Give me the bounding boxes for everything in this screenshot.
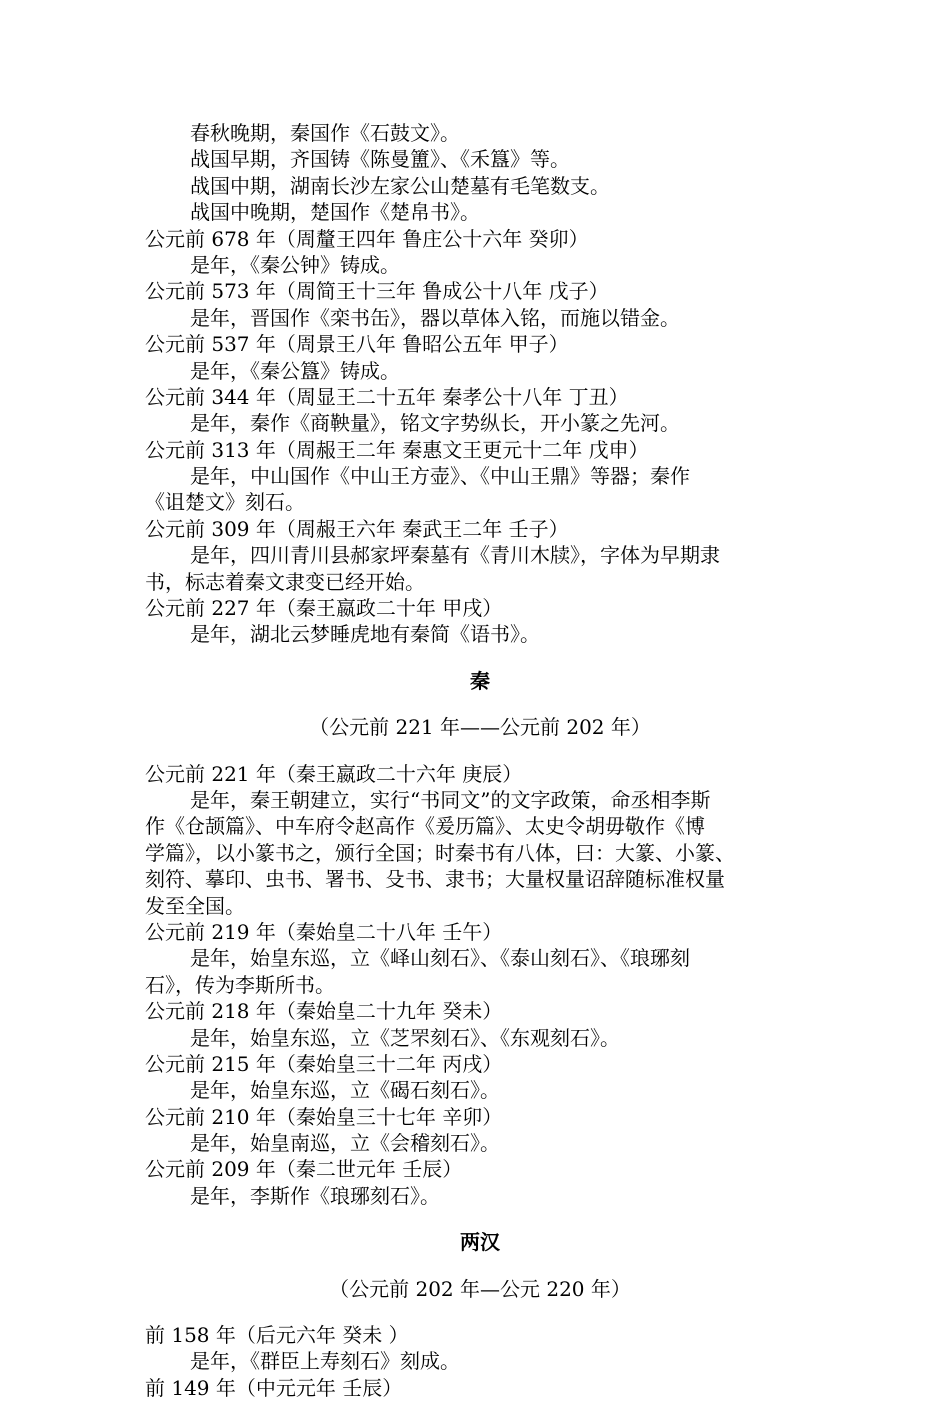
text-line: 是年，秦作《商鞅量》，铭文字势纵长，开小篆之先河。: [190, 411, 680, 436]
text-line: 是年，《群臣上寿刻石》刻成。: [190, 1349, 460, 1374]
section-heading-qin: 秦: [470, 668, 490, 693]
year-entry: 公元前 215 年（秦始皇三十二年 丙戌）: [145, 1051, 503, 1076]
year-entry: 公元前 210 年（秦始皇三十七年 辛卯）: [145, 1104, 503, 1129]
year-entry: 公元前 678 年（周釐王四年 鲁庄公十六年 癸卯）: [145, 226, 589, 251]
year-entry: 公元前 309 年（周赧王六年 秦武王二年 壬子）: [145, 516, 569, 541]
text-line: 是年，始皇东巡，立《芝罘刻石》、《东观刻石》。: [190, 1025, 620, 1050]
year-entry: 前 158 年（后元六年 癸未 ）: [145, 1323, 409, 1348]
text-line: 作《仓颉篇》、中车府令赵高作《爰历篇》、太史令胡毋敬作《博: [145, 814, 705, 839]
year-entry: 公元前 227 年（秦王嬴政二十年 甲戌）: [145, 596, 503, 621]
year-entry: 公元前 209 年（秦二世元年 壬辰）: [145, 1157, 463, 1182]
year-entry: 公元前 218 年（秦始皇二十九年 癸未）: [145, 999, 503, 1024]
text-line: 刻符、摹印、虫书、署书、殳书、隶书；大量权量诏辞随标准权量: [145, 867, 725, 892]
text-line: 是年，始皇东巡，立《峄山刻石》、《泰山刻石》、《琅琊刻: [190, 946, 690, 971]
text-line: 发至全国。: [145, 893, 245, 918]
year-entry: 公元前 313 年（周赧王二年 秦惠文王更元十二年 戊申）: [145, 437, 649, 462]
year-entry: 公元前 344 年（周显王二十五年 秦孝公十八年 丁丑）: [145, 384, 629, 409]
text-line: 是年，中山国作《中山王方壶》、《中山王鼎》等器；秦作: [190, 464, 690, 489]
text-line: 战国早期，齐国铸《陈曼簠》、《禾簋》等。: [190, 147, 570, 172]
text-line: 石》，传为李斯所书。: [145, 972, 335, 997]
section-period-qin: （公元前 221 年——公元前 202 年）: [309, 715, 651, 740]
year-entry: 公元前 537 年（周景王八年 鲁昭公五年 甲子）: [145, 332, 569, 357]
text-line: 书，标志着秦文隶变已经开始。: [145, 569, 425, 594]
text-line: 是年，秦王朝建立，实行“书同文”的文字政策，命丞相李斯: [190, 787, 711, 812]
text-line: 春秋晚期，秦国作《石鼓文》。: [190, 121, 460, 145]
text-line: 战国中晚期，楚国作《楚帛书》。: [190, 200, 480, 225]
year-entry: 公元前 573 年（周简王十三年 鲁成公十八年 戊子）: [145, 279, 609, 304]
text-line: 是年，李斯作《琅琊刻石》。: [190, 1183, 440, 1208]
text-line: 是年，《秦公簋》铸成。: [190, 358, 400, 383]
text-line: 是年，始皇南巡，立《会稽刻石》。: [190, 1131, 500, 1156]
text-line: 是年，湖北云梦睡虎地有秦简《语书》。: [190, 622, 540, 647]
text-line: 学篇》，以小篆书之，颁行全国；时秦书有八体，曰：大篆、小篆、: [145, 840, 735, 865]
chronology-text: [145, 120, 815, 1401]
text-line: 是年，晋国作《栾书缶》，器以草体入铭，而施以错金。: [190, 305, 680, 330]
year-entry: 公元前 219 年（秦始皇二十八年 壬午）: [145, 919, 503, 944]
text-line: 是年，四川青川县郝家坪秦墓有《青川木牍》，字体为早期隶: [190, 543, 720, 568]
text-line: 是年，《秦公钟》铸成。: [190, 252, 400, 277]
year-entry: 公元前 221 年（秦王嬴政二十六年 庚辰）: [145, 761, 523, 786]
section-period-han: （公元前 202 年—公元 220 年）: [329, 1276, 631, 1301]
section-heading-han: 两汉: [460, 1230, 500, 1255]
year-entry: 前 149 年（中元元年 壬辰）: [145, 1375, 403, 1400]
text-line: 《诅楚文》刻石。: [145, 490, 305, 515]
text-line: 战国中期，湖南长沙左家公山楚墓有毛笔数支。: [190, 173, 610, 198]
text-line: 是年，始皇东巡，立《碣石刻石》。: [190, 1078, 500, 1103]
